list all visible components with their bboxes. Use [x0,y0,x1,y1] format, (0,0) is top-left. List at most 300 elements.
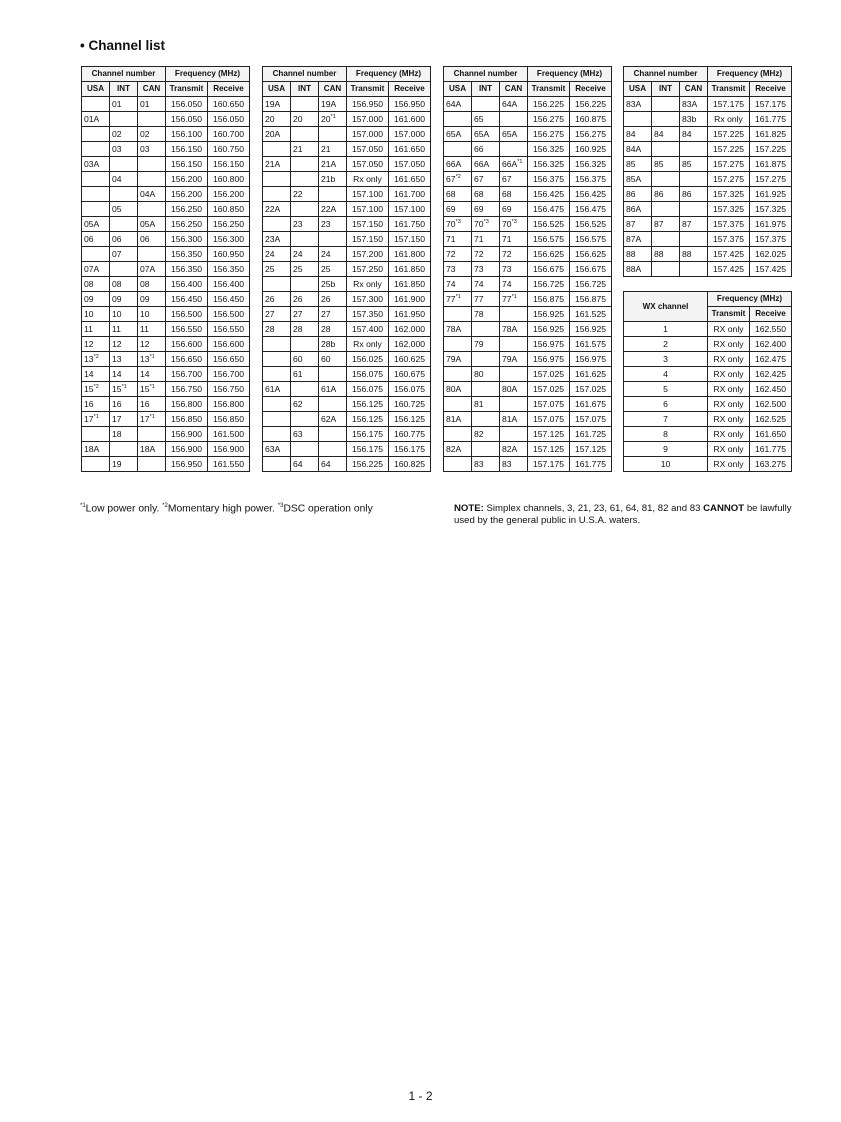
transmit-cell: 156.625 [528,247,570,262]
receive-cell: 156.150 [208,157,250,172]
table-row [444,412,612,427]
table-row [624,127,792,142]
page-title: • Channel list [80,38,165,53]
usa-cell [82,127,110,142]
table-row [444,352,612,367]
receive-cell: 157.375 [750,232,792,247]
can-cell: 71 [500,232,528,247]
int-cell: 24 [291,247,319,262]
wx-channel-cell: 1 [624,322,708,337]
can-cell: 87 [680,217,708,232]
receive-cell: 161.600 [389,112,431,127]
receive-cell: 156.625 [570,247,612,262]
receive-header: Receive [570,82,612,97]
receive-cell: 161.900 [389,292,431,307]
usa-cell: 77$^{*1}$ [444,292,472,307]
receive-cell: 156.500 [208,307,250,322]
footnotes [80,503,373,514]
can-cell: 08 [138,277,166,292]
transmit-cell: 156.650 [166,352,208,367]
int-cell: 71 [472,232,500,247]
usa-cell [444,427,472,442]
table-row [624,172,792,187]
table-row [444,367,612,382]
transmit-header: Transmit [528,82,570,97]
can-cell: 21 [319,142,347,157]
int-cell [110,157,138,172]
usa-cell: 17$^{*1}$ [82,412,110,427]
table-row [263,247,431,262]
usa-cell: 65A [444,127,472,142]
transmit-cell: 156.075 [347,382,389,397]
table-row [263,157,431,172]
int-cell: 04 [110,172,138,187]
int-cell: 62 [291,397,319,412]
usa-cell: 26 [263,292,291,307]
usa-cell: 63A [263,442,291,457]
receive-cell: 157.125 [570,442,612,457]
transmit-cell: 156.900 [166,442,208,457]
footnote-mark: *3 [511,219,517,226]
transmit-cell: 156.350 [166,247,208,262]
note [454,503,799,527]
receive-cell: 156.450 [208,292,250,307]
transmit-cell: 156.850 [166,412,208,427]
receive-cell: 156.300 [208,232,250,247]
table-row [263,262,431,277]
transmit-cell: 156.675 [528,262,570,277]
table-row [444,142,612,157]
receive-cell: 156.175 [389,442,431,457]
usa-cell: 83A [624,97,652,112]
int-cell [291,97,319,112]
footnote-mark: *1 [149,414,155,421]
can-cell: 83A [680,97,708,112]
int-cell: 28 [291,322,319,337]
transmit-cell: 156.950 [166,457,208,472]
usa-cell [82,172,110,187]
transmit-cell: 156.275 [528,127,570,142]
channel-number-header: Channel number [624,67,708,82]
usa-cell: 12 [82,337,110,352]
channel-number-header: Channel number [263,67,347,82]
usa-cell: 67$^{*2}$ [444,172,472,187]
transmit-cell: Rx only [347,337,389,352]
int-cell: 12 [110,337,138,352]
usa-cell [82,97,110,112]
int-cell: 61 [291,367,319,382]
usa-cell [263,352,291,367]
receive-cell: 156.125 [389,412,431,427]
transmit-cell: Rx only [347,172,389,187]
transmit-cell: 156.475 [528,202,570,217]
can-cell: 65A [500,127,528,142]
can-cell: 11 [138,322,166,337]
wx-transmit-cell: RX only [708,352,750,367]
table-row [82,337,250,352]
can-cell: 67 [500,172,528,187]
receive-header: Receive [208,82,250,97]
int-cell: 67 [472,172,500,187]
transmit-cell: Rx only [347,277,389,292]
can-cell [500,307,528,322]
int-cell: 18 [110,427,138,442]
table-row [624,232,792,247]
usa-cell: 84A [624,142,652,157]
transmit-cell: 157.050 [347,157,389,172]
int-cell [110,262,138,277]
int-header: INT [291,82,319,97]
footnote-mark: *1 [517,159,523,166]
wx-channel-cell: 2 [624,337,708,352]
int-cell: 01 [110,97,138,112]
receive-cell: 157.050 [389,157,431,172]
wx-row [624,337,792,352]
usa-cell: 80A [444,382,472,397]
receive-cell: 162.025 [750,247,792,262]
transmit-header: Transmit [347,82,389,97]
receive-cell: 156.550 [208,322,250,337]
usa-cell [263,397,291,412]
transmit-cell: 156.275 [528,112,570,127]
transmit-cell: 156.975 [528,337,570,352]
receive-cell: 160.850 [208,202,250,217]
table-row [82,157,250,172]
can-cell: 04A [138,187,166,202]
spacer-row [624,277,792,292]
int-cell [291,232,319,247]
can-cell: 28 [319,322,347,337]
wx-transmit-cell: RX only [708,382,750,397]
table-row [263,412,431,427]
receive-cell: 161.500 [208,427,250,442]
usa-cell: 73 [444,262,472,277]
transmit-cell: 157.425 [708,262,750,277]
wx-channel-cell: 4 [624,367,708,382]
transmit-cell: 156.725 [528,277,570,292]
usa-cell: 71 [444,232,472,247]
receive-cell: 161.850 [389,262,431,277]
table-row [82,202,250,217]
receive-header: Receive [389,82,431,97]
transmit-cell: 156.050 [166,97,208,112]
receive-cell: 156.350 [208,262,250,277]
receive-cell: 156.925 [570,322,612,337]
transmit-cell: 157.275 [708,172,750,187]
receive-cell: 156.425 [570,187,612,202]
usa-cell [263,172,291,187]
can-cell [680,142,708,157]
can-cell: $66A^{*1}$ [500,157,528,172]
transmit-cell: 156.800 [166,397,208,412]
usa-cell: 24 [263,247,291,262]
table-row [263,172,431,187]
receive-cell: 156.475 [570,202,612,217]
table-row [263,142,431,157]
receive-cell: 162.000 [389,337,431,352]
table-row [624,202,792,217]
usa-cell: 10 [82,307,110,322]
int-cell: 84 [652,127,680,142]
table-row [263,427,431,442]
receive-cell: 156.850 [208,412,250,427]
table-row [82,307,250,322]
can-cell: 15$^{*1}$ [138,382,166,397]
wx-receive-cell: 163.275 [750,457,792,472]
transmit-cell: 156.100 [166,127,208,142]
wx-transmit-cell: RX only [708,442,750,457]
usa-cell: 70$^{*3}$ [444,217,472,232]
transmit-cell: 156.550 [166,322,208,337]
transmit-cell: 157.125 [528,427,570,442]
table-row [82,142,250,157]
can-cell [138,457,166,472]
table-row [82,367,250,382]
can-cell: 03 [138,142,166,157]
transmit-cell: 157.100 [347,187,389,202]
can-cell: 85 [680,157,708,172]
int-cell [110,187,138,202]
transmit-header: Transmit [166,82,208,97]
transmit-cell: 157.150 [347,217,389,232]
can-cell [500,427,528,442]
table-row [82,427,250,442]
transmit-cell: 156.125 [347,397,389,412]
usa-cell [263,457,291,472]
table-row [263,127,431,142]
usa-cell: 74 [444,277,472,292]
usa-cell: 20 [263,112,291,127]
wx-transmit-cell: RX only [708,367,750,382]
usa-cell: 01A [82,112,110,127]
int-cell [472,352,500,367]
table-row [444,277,612,292]
table-row [444,382,612,397]
can-cell [138,427,166,442]
receive-cell: 161.975 [750,217,792,232]
can-cell: 26 [319,292,347,307]
transmit-cell: 156.975 [528,352,570,367]
can-cell: 77$^{*1}$ [500,292,528,307]
frequency-header: Frequency (MHz) [708,67,792,82]
can-cell: 25 [319,262,347,277]
note-text: Simplex channels, 3, 21, 23, 61, 64, 81, 82 and 83 [486,503,701,514]
int-cell: 15$^{*1}$ [110,382,138,397]
can-cell: 62A [319,412,347,427]
receive-cell: 156.575 [570,232,612,247]
int-cell: 16 [110,397,138,412]
table-row [444,262,612,277]
receive-cell: 161.800 [389,247,431,262]
transmit-cell: 156.225 [528,97,570,112]
table-row [82,247,250,262]
transmit-cell: 156.250 [166,217,208,232]
table-row [263,337,431,352]
table-row [444,187,612,202]
usa-cell [263,412,291,427]
int-cell [652,172,680,187]
receive-cell: 160.825 [389,457,431,472]
wx-receive-cell: 162.500 [750,397,792,412]
transmit-cell: 156.250 [166,202,208,217]
receive-cell: 156.250 [208,217,250,232]
receive-cell: 157.150 [389,232,431,247]
transmit-cell: 156.900 [166,427,208,442]
transmit-cell: 156.350 [166,262,208,277]
receive-cell: 156.075 [389,382,431,397]
transmit-cell: 157.025 [528,382,570,397]
table-row [624,97,792,112]
transmit-cell: 157.200 [347,247,389,262]
usa-cell: 78A [444,322,472,337]
wx-channel-cell: 8 [624,427,708,442]
int-cell: 79 [472,337,500,352]
int-cell [291,412,319,427]
table-row [82,217,250,232]
int-cell: 26 [291,292,319,307]
usa-cell [444,397,472,412]
can-header: CAN [138,82,166,97]
can-cell: 17$^{*1}$ [138,412,166,427]
usa-cell [263,142,291,157]
int-cell: 11 [110,322,138,337]
transmit-cell: 157.275 [708,157,750,172]
wx-transmit-cell: RX only [708,427,750,442]
receive-cell: 156.750 [208,382,250,397]
transmit-cell: 156.300 [166,232,208,247]
int-cell: 10 [110,307,138,322]
receive-cell: 160.725 [389,397,431,412]
wx-transmit-cell: RX only [708,457,750,472]
wx-receive-cell: 162.425 [750,367,792,382]
table-row [82,397,250,412]
footnote-mark: *1 [80,503,86,509]
table-row [82,457,250,472]
usa-cell: 85 [624,157,652,172]
table-row [263,277,431,292]
receive-cell: 161.575 [570,337,612,352]
wx-row [624,352,792,367]
table-row [624,187,792,202]
can-cell: 69 [500,202,528,217]
transmit-header: Transmit [708,82,750,97]
usa-cell: 79A [444,352,472,367]
transmit-cell: 156.600 [166,337,208,352]
receive-cell: 156.650 [208,352,250,367]
transmit-cell: 157.325 [708,187,750,202]
receive-cell: 157.325 [750,202,792,217]
receive-cell: 161.525 [570,307,612,322]
receive-cell: 160.700 [208,127,250,142]
receive-cell: 157.225 [750,142,792,157]
can-cell [319,232,347,247]
int-cell: 83 [472,457,500,472]
can-cell [138,112,166,127]
receive-cell: 161.775 [570,457,612,472]
int-cell [652,262,680,277]
usa-cell: 86 [624,187,652,202]
table-row [444,232,612,247]
can-cell: 24 [319,247,347,262]
can-cell [319,367,347,382]
receive-cell: 161.875 [750,157,792,172]
int-cell: 22 [291,187,319,202]
receive-cell: 160.775 [389,427,431,442]
transmit-cell: 156.175 [347,442,389,457]
int-cell [291,337,319,352]
int-header: INT [652,82,680,97]
table-row [444,337,612,352]
int-cell: 63 [291,427,319,442]
can-header: CAN [680,82,708,97]
usa-cell [263,427,291,442]
can-cell: 21b [319,172,347,187]
int-cell [652,202,680,217]
receive-cell: 156.725 [570,277,612,292]
usa-cell: 09 [82,292,110,307]
receive-cell: 156.275 [570,127,612,142]
wx-row [624,412,792,427]
table-row [82,262,250,277]
usa-cell: 61A [263,382,291,397]
int-cell: 70$^{*3}$ [472,217,500,232]
can-cell [500,397,528,412]
wx-row [624,382,792,397]
table-row [624,112,792,127]
int-cell: 07 [110,247,138,262]
wx-receive-cell: 161.775 [750,442,792,457]
int-cell: 66 [472,142,500,157]
table-row [82,172,250,187]
usa-header: USA [263,82,291,97]
usa-header: USA [82,82,110,97]
footnote-mark: *1 [511,294,517,301]
int-cell [472,97,500,112]
can-cell [500,337,528,352]
can-cell: 83b [680,112,708,127]
footnote-mark: *3 [277,503,284,509]
transmit-cell: 156.925 [528,322,570,337]
can-cell [138,247,166,262]
int-cell: 27 [291,307,319,322]
transmit-cell: 156.175 [347,427,389,442]
int-cell: 80 [472,367,500,382]
transmit-cell: 156.075 [347,367,389,382]
usa-cell: 21A [263,157,291,172]
wx-transmit-cell: RX only [708,412,750,427]
usa-cell: 85A [624,172,652,187]
can-cell: 22A [319,202,347,217]
transmit-cell: 156.025 [347,352,389,367]
table-row [624,142,792,157]
int-cell: 66A [472,157,500,172]
transmit-cell: 156.325 [528,157,570,172]
table-row [444,202,612,217]
footnote-mark: *1 [149,384,155,391]
wx-receive-cell: 161.650 [750,427,792,442]
wx-transmit-cell: RX only [708,397,750,412]
footnote-mark: *2 [93,354,99,361]
int-cell: 85 [652,157,680,172]
channel-number-header: Channel number [444,67,528,82]
usa-cell: 18A [82,442,110,457]
usa-cell: 69 [444,202,472,217]
receive-cell: 160.625 [389,352,431,367]
spacer-cell [624,277,792,292]
can-cell: 12 [138,337,166,352]
table-row [444,217,612,232]
transmit-cell: 157.375 [708,217,750,232]
